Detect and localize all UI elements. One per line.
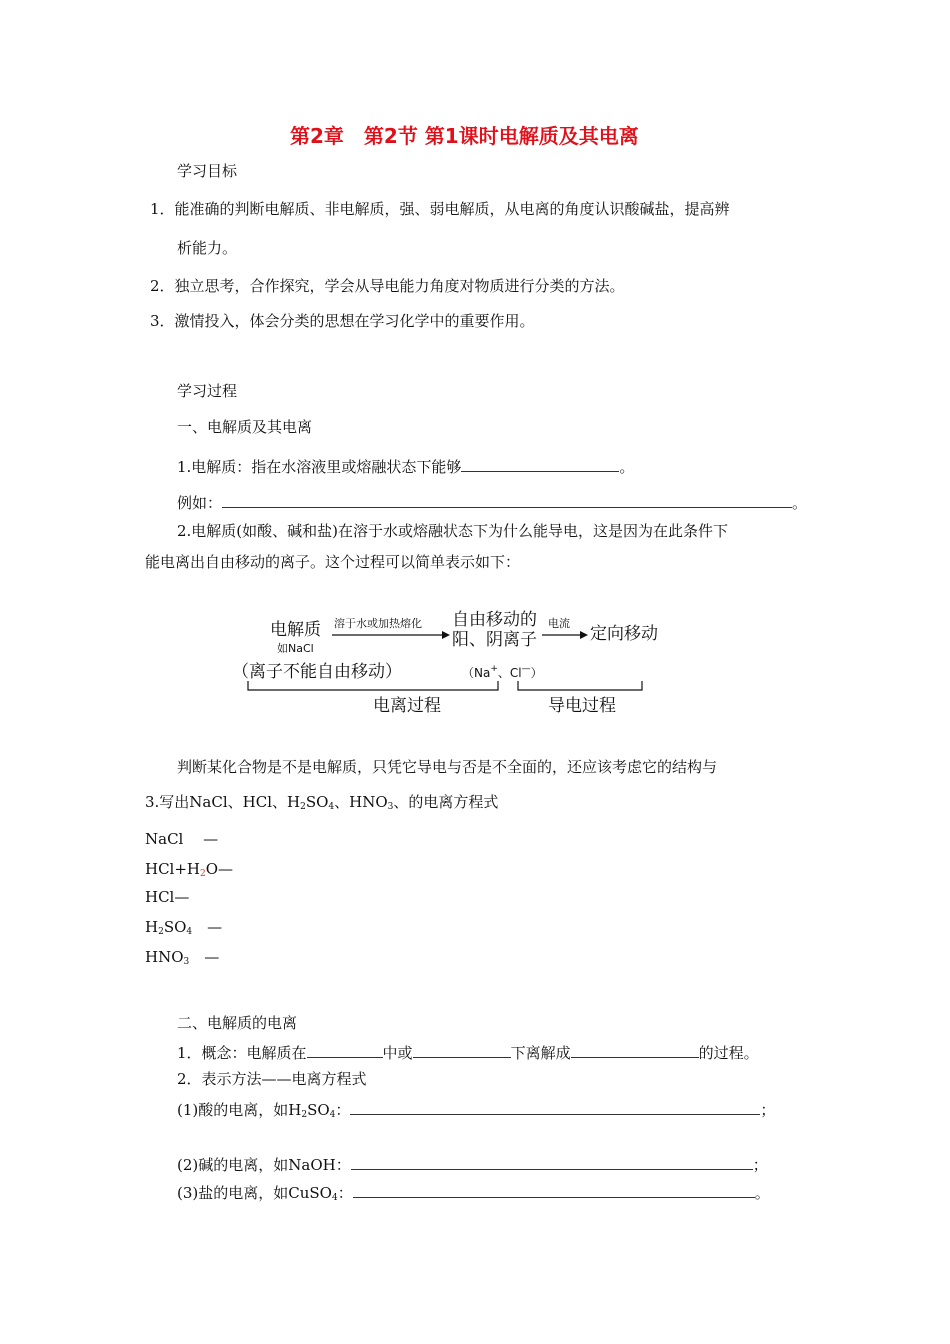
- section2-heading: 二、电解质的电离: [177, 1014, 298, 1032]
- acid-sub: 4: [329, 1110, 336, 1120]
- salt-c: ：: [337, 1184, 353, 1202]
- equation-h2so4: [145, 920, 222, 935]
- para2-line2: 能电离出自由移动的离子。这个过程可以简单表示如下：: [145, 553, 521, 571]
- diagram-ions: [462, 664, 543, 680]
- diagram-arrowhead-2: [580, 631, 588, 639]
- example-line: [177, 493, 807, 511]
- equation-hcl: HCl—: [145, 888, 190, 906]
- objective-item-2: [150, 279, 625, 294]
- eq4-c: —: [192, 918, 223, 936]
- definition-text: 1.电解质：指在水溶液里或熔融状态下能够: [177, 458, 462, 476]
- objective-num: 2．: [150, 277, 175, 295]
- concept-d: 的过程。: [698, 1044, 759, 1062]
- salt-end: 。: [754, 1184, 770, 1202]
- section1-heading: 一、电解质及其电离: [177, 418, 313, 436]
- ions-mid: 、Cl: [497, 666, 522, 680]
- eq5-sub: 3: [183, 957, 190, 967]
- concept-blank-1[interactable]: [307, 1043, 383, 1058]
- diagram-free-ions-2: 阳、阴离子: [452, 630, 537, 650]
- diagram-example: 如NaCl: [277, 642, 314, 655]
- diagram-arrowhead-1: [442, 631, 450, 639]
- salt-line: [177, 1183, 770, 1201]
- acid-end: ；: [760, 1101, 776, 1119]
- eq2-b: O—: [205, 860, 234, 878]
- concept-b: 中或: [382, 1044, 413, 1062]
- objective-item-1: [150, 202, 730, 217]
- diagram-ionization: 电离过程: [373, 696, 441, 716]
- ions-close: ）: [530, 666, 543, 680]
- process-heading: 学习过程: [177, 382, 238, 400]
- salt-blank[interactable]: [353, 1183, 755, 1198]
- acid-b: SO: [307, 1101, 330, 1119]
- base-line: [177, 1155, 768, 1173]
- diagram-bracket-conduction: [518, 681, 642, 690]
- ions-minus: —: [521, 664, 531, 674]
- objective-item-1-cont: 析能力。: [177, 239, 238, 257]
- eq5-c: —: [189, 948, 220, 966]
- q3-text-b: SO: [305, 793, 329, 811]
- method-line: 2．表示方法——电离方程式: [177, 1070, 367, 1088]
- definition-end: 。: [619, 458, 635, 476]
- example-label: 例如：: [177, 494, 223, 512]
- example-blank[interactable]: [222, 493, 792, 508]
- eq4-a: H: [145, 918, 159, 936]
- base-end: ；: [752, 1156, 768, 1174]
- equation-nacl: NaCl —: [145, 830, 219, 848]
- example-end: 。: [792, 494, 808, 512]
- definition-blank[interactable]: [461, 457, 619, 472]
- diagram-electrolyte: 电解质: [270, 620, 321, 640]
- judge-text: 判断某化合物是不是电解质，只凭它导电与否是不全面的，还应该考虑它的结构与: [177, 758, 718, 776]
- diagram-bracket-ionization: [248, 681, 498, 690]
- objective-text: 能准确的判断电解质、非电解质，强、弱电解质，从电离的角度认识酸碱盐，提高辨: [174, 200, 730, 218]
- eq4-sub: 2: [158, 927, 164, 937]
- q3-sub: 4: [328, 802, 335, 812]
- concept-a: 1．概念：电解质在: [177, 1044, 307, 1062]
- ionization-diagram: [230, 605, 670, 725]
- eq4-sub: 4: [186, 927, 193, 937]
- q3-text-d: 、的电离方程式: [393, 793, 499, 811]
- equation-hno3: [145, 950, 219, 965]
- diagram-condition: 溶于水或加热熔化: [334, 617, 422, 630]
- diagram-free-ions-1: 自由移动的: [452, 610, 537, 630]
- equation-hcl-water: [145, 862, 233, 879]
- definition-line: [177, 457, 634, 475]
- concept-blank-2[interactable]: [413, 1043, 511, 1058]
- q3-sub: 2: [300, 802, 306, 812]
- ions-plus: +: [490, 664, 498, 674]
- acid-sub: 2: [301, 1110, 308, 1120]
- ions-open: （Na: [462, 666, 491, 680]
- diagram-not-free: （离子不能自由移动）: [232, 662, 402, 682]
- diagram-current: 电流: [548, 617, 570, 630]
- eq2-sub: 2: [200, 869, 206, 879]
- concept-line: [177, 1043, 759, 1061]
- diagram-conduction: 导电过程: [548, 696, 616, 716]
- objective-num: 3．: [150, 312, 175, 330]
- eq2-a: HCl+H: [145, 860, 201, 878]
- acid-a: (1)酸的电离，如H: [177, 1101, 302, 1119]
- eq4-b: SO: [163, 918, 187, 936]
- objective-item-3: [150, 314, 535, 329]
- eq5-a: HNO: [145, 948, 184, 966]
- q3-text-a: 3.写出NaCl、HCl、H: [145, 793, 301, 811]
- concept-blank-3[interactable]: [571, 1043, 699, 1058]
- base-blank[interactable]: [351, 1155, 753, 1170]
- q3-sub: 3: [387, 802, 394, 812]
- salt-a: (3)盐的电离，如CuSO: [177, 1184, 332, 1202]
- para2-line1: 2.电解质(如酸、碱和盐)在溶于水或熔融状态下为什么能导电，这是因为在此条件下: [177, 522, 729, 540]
- q3-prompt: [145, 795, 498, 810]
- objective-text: 独立思考，合作探究，学会从导电能力角度对物质进行分类的方法。: [174, 277, 625, 295]
- base-text: (2)碱的电离，如NaOH：: [177, 1156, 351, 1174]
- objective-text: 激情投入，体会分类的思想在学习化学中的重要作用。: [174, 312, 535, 330]
- acid-c: ：: [335, 1101, 351, 1119]
- diagram-directed: 定向移动: [590, 624, 658, 644]
- acid-blank[interactable]: [350, 1100, 760, 1115]
- page-title: 第2章 第2节 第1课时电解质及其电离: [290, 124, 639, 148]
- objective-num: 1．: [150, 200, 175, 218]
- q3-text-c: 、HNO: [334, 793, 388, 811]
- objectives-heading: 学习目标: [177, 162, 238, 180]
- concept-c: 下离解成: [510, 1044, 571, 1062]
- acid-line: [177, 1100, 775, 1118]
- salt-sub: 4: [331, 1193, 338, 1203]
